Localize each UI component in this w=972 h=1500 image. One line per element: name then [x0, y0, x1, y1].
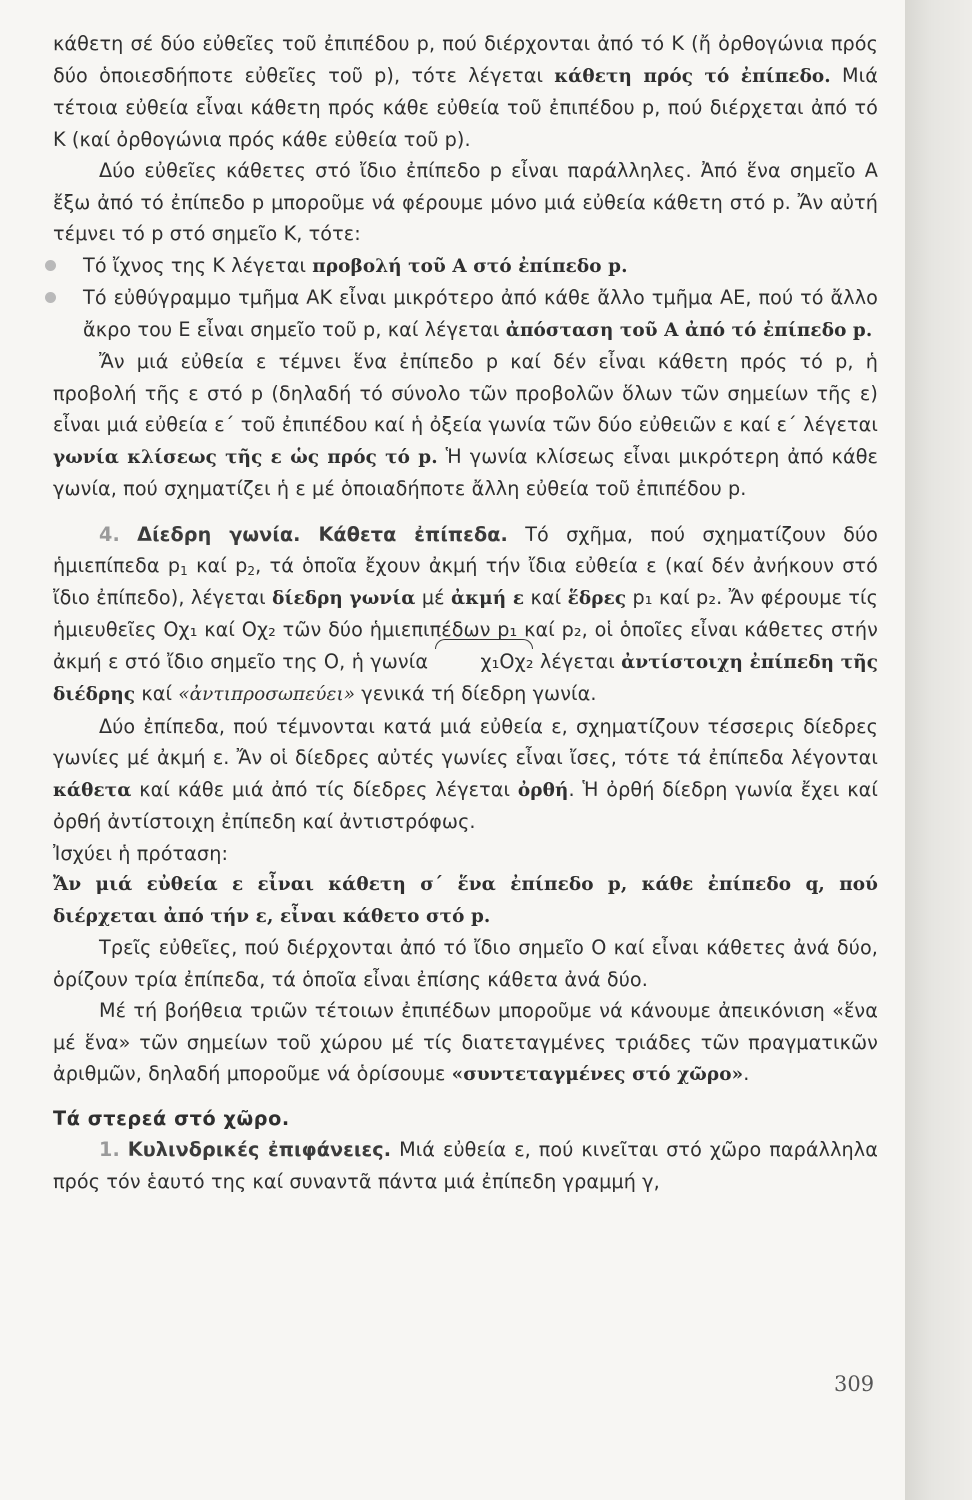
- paragraph-proposition-intro: Ἰσχύει ἡ πρόταση:: [53, 841, 229, 865]
- term-perpendicular: κάθετα: [53, 779, 132, 801]
- text-run: λέγεται: [533, 649, 622, 673]
- text-run: Τό σχῆμα, πού σχηματίζουν δύο ἡμιεπίπεδα: [53, 522, 878, 577]
- text-run: p₁ καί p₂. Ἄν φέρουμε τίς ἡμιευθεῖες Οχ₁ καί Οχ₂ τῶν δύο ἡμιεπιπέδων p₁ καί p₂, οἱ ὁποῖες εἶναι κάθετες στήν ἀκμή ε στό ἴδιο σημεῖο της Ο, ἡ γωνία: [53, 585, 878, 673]
- page-edge: [905, 0, 972, 1500]
- text-run: καί: [135, 682, 179, 705]
- section-cylindrical-surfaces: [53, 1134, 878, 1197]
- math-p: p: [235, 554, 248, 577]
- paragraph-angle-of-inclination: [53, 346, 878, 505]
- paragraph-perpendicular-planes: [53, 711, 878, 838]
- text-run: Τό εὐθύγραμμο τμῆμα ΑΚ εἶναι μικρότερο ἀπό κάθε ἄλλο τμῆμα ΑΕ, πού τό ἄλλο ἄκρο του Ε εἶναι σημεῖο τοῦ p, καί λέγεται: [83, 286, 878, 341]
- paragraph-perpendicular-line: [53, 28, 878, 155]
- section-heading: Δίεδρη γωνία. Κάθετα ἐπίπεδα.: [137, 522, 508, 546]
- term-projection: προβολή τοῦ Α στό ἐπίπεδο p.: [312, 255, 628, 277]
- text-run: καί: [187, 554, 236, 577]
- page-body: [53, 28, 878, 1197]
- paragraph-three-lines: Τρεῖς εὐθεῖες, πού διέρχονται ἀπό τό ἴδιο σημεῖο Ο καί εἶναι κάθετες ἀνά δύο, ὁρίζουν τρία ἐπίπεδα, τά ὁποῖα εἶναι ἐπίσης κάθετα ἀνά δύο.: [53, 936, 878, 991]
- proposition-statement: Ἄν μιά εὐθεία ε εἶναι κάθετη σ΄ ἕνα ἐπίπεδο p, κάθε ἐπίπεδο q, πού διέρχεται ἀπό τήν ε, εἶναι κάθετο στό p.: [53, 874, 878, 927]
- text-run: . Ἡ ὀρθή δίεδρη γωνία ἔχει καί ὀρθή ἀντίστοιχη ἐπίπεδη καί ἀντιστρόφως.: [53, 777, 878, 833]
- text-run: Μέ τή βοήθεια τριῶν τέτοιων ἐπιπέδων μποροῦμε νά κάνουμε ἀπεικόνιση «ἕνα μέ ἕνα» τῶν σημείων τοῦ χώρου μέ τίς διατεταγμένες τριάδες τῶν πραγματικῶν ἀριθμῶν, δηλαδή μποροῦμε νά ὁρίσουμε: [53, 999, 878, 1085]
- term-perpendicular-to-plane: κάθετη πρός τό ἐπίπεδο.: [554, 65, 831, 87]
- math-subscript: 1: [180, 564, 188, 578]
- section-title-solids: Τά στερεά στό χῶρο.: [53, 1106, 290, 1130]
- text-run: Δύο ἐπίπεδα, πού τέμνονται κατά μιά εὐθεία ε, σχηματίζουν τέσσερις δίεδρες γωνίες μέ ἀκμή ε. Ἄν οἱ δίεδρες αὐτές γωνίες εἶναι ἴσες, τότε τά ἐπίπεδα λέγονται: [53, 714, 878, 769]
- text-run: κάθετη σέ δύο εὐθεῖες τοῦ ἐπιπέδου p, πού διέρχονται ἀπό τό Κ (ἤ ὀρθογώνια πρός δύο ὁποιεσδήποτε εὐθεῖες τοῦ p), τότε λέγεται: [53, 32, 878, 87]
- term-right: ὀρθή: [517, 779, 569, 801]
- math-subscript: 2: [247, 564, 256, 578]
- text-run: Μιά εὐθεία ε, πού κινεῖται στό χῶρο παράλληλα πρός τόν ἑαυτό της καί συναντᾶ πάντα μιά ἐπίπεδη γραμμή γ,: [53, 1138, 879, 1193]
- section-dihedral-angle: [53, 519, 878, 711]
- section-number: 4.: [99, 522, 120, 546]
- text-run: γενικά τή δίεδρη γωνία.: [355, 682, 597, 705]
- text-run: καί κάθε μιά ἀπό τίς δίεδρες λέγεται: [131, 777, 518, 801]
- text-run: Τό ἴχνος της Κ λέγεται: [83, 253, 313, 277]
- term-distance: ἀπόσταση τοῦ Α ἀπό τό ἐπίπεδο p.: [505, 319, 873, 341]
- term-angle-of-inclination: γωνία κλίσεως τῆς ε ὡς πρός τό p.: [53, 446, 438, 468]
- term-coordinates: «συντεταγμένες στό χῶρο»: [451, 1064, 744, 1085]
- bullet-icon: [45, 260, 56, 271]
- term-dihedral-angle: δίεδρη γωνία: [272, 587, 416, 609]
- paragraph-parallel-lines: Δύο εὐθεῖες κάθετες στό ἴδιο ἐπίπεδο p εἶναι παράλληλες. Ἀπό ἕνα σημεῖο Α ἔξω ἀπό τό ἐπίπεδο p μποροῦμε νά φέρουμε μόνο μιά εὐθεία κάθετη στό p. Ἄν αὐτή τέμνει τό p στό σημεῖο Κ, τότε:: [53, 159, 878, 245]
- angle-symbol: χ₁Οχ₂: [434, 646, 533, 678]
- term-edge: ἀκμή ε: [451, 587, 525, 609]
- term-faces: ἕδρες: [567, 587, 627, 609]
- bullet-projection: [0, 250, 878, 283]
- text-run: Ἄν μιά εὐθεία ε τέμνει ἕνα ἐπίπεδο p καί δέν εἶναι κάθετη πρός τό p, ἡ προβολή τῆς ε στό p (δηλαδή τό σύνολο τῶν προβολῶν ὅλων τῶν σημείων τῆς ε) εἶναι μιά εὐθεία ε΄ τοῦ ἐπιπέδου καί ἡ ὀξεία γωνία τῶν δύο εὐθειῶν ε καί ε΄ λέγεται: [53, 350, 878, 436]
- page-number: 309: [834, 1372, 875, 1396]
- text-run: Ἡ γωνία κλίσεως εἶναι μικρότερη ἀπό κάθε γωνία, πού σχηματίζει ἡ ε μέ ὁποιαδήποτε ἄλλη εὐθεία τοῦ ἐπιπέδου p.: [53, 444, 879, 500]
- text-run: καί: [524, 585, 568, 609]
- term-plane-angle: ἀντίστοιχη ἐπίπεδη τῆς διέδρης: [53, 651, 878, 705]
- section-heading: Κυλινδρικές ἐπιφάνειες.: [127, 1138, 392, 1161]
- bullet-icon: [45, 292, 56, 303]
- paragraph-coordinates: [53, 995, 878, 1091]
- section-number: 1.: [99, 1138, 120, 1161]
- text-run: Μιά τέτοια εὐθεία εἶναι κάθετη πρός κάθε εὐθεία τοῦ ἐπιπέδου p, πού διέρχεται ἀπό τό Κ (καί ὀρθογώνια πρός κάθε εὐθεία τοῦ p).: [53, 63, 879, 151]
- term-represents: «ἀντιπροσωπεύει»: [178, 684, 356, 705]
- bullet-distance: [0, 282, 878, 346]
- math-p: p: [167, 554, 181, 577]
- text-run: .: [743, 1062, 750, 1085]
- text-run: , τά ὁποῖα ἔχουν ἀκμή τήν ἴδια εὐθεία ε (καί δέν ἀνήκουν στό ἴδιο ἐπίπεδο), λέγεται: [53, 554, 878, 609]
- text-run: μέ: [415, 585, 452, 609]
